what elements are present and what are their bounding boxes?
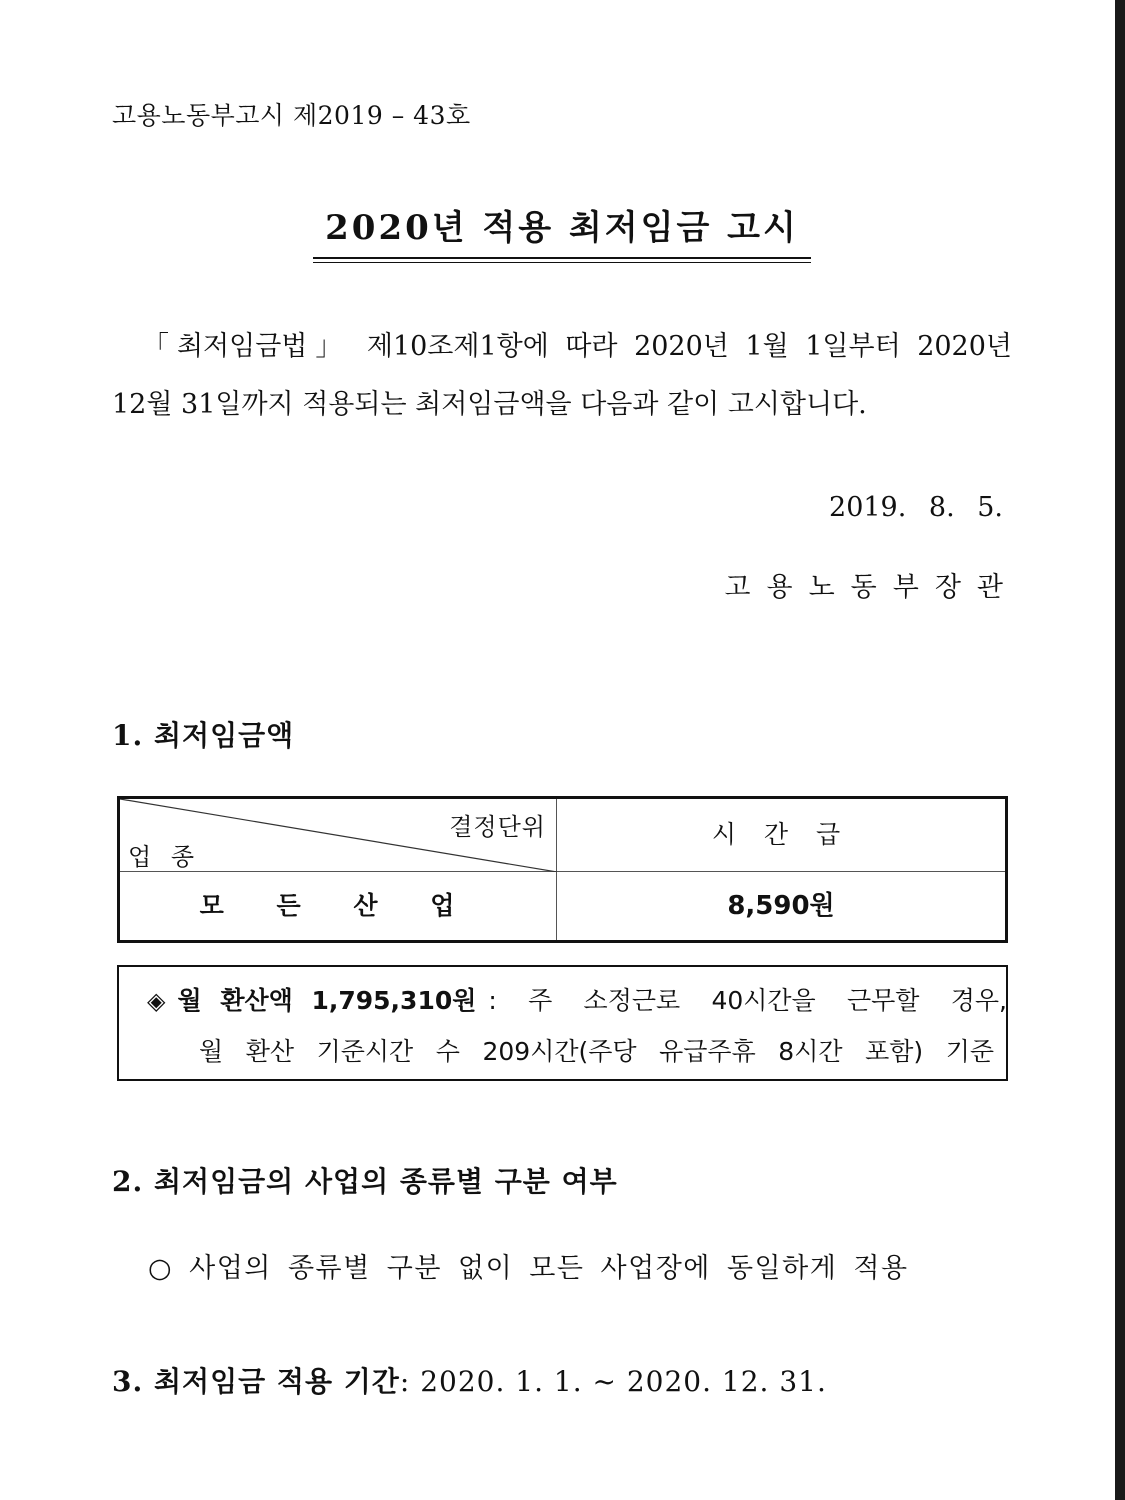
title-underline xyxy=(313,257,811,259)
section-1-heading: 1. 최저임금액 xyxy=(112,719,295,752)
notice-number: 고용노동부고시 제2019 – 43호 xyxy=(112,101,471,130)
section-2-item: ○ 사업의 종류별 구분 없이 모든 사업장에 동일하게 적용 xyxy=(148,1253,909,1284)
section-2-heading: 2. 최저임금의 사업의 종류별 구분 여부 xyxy=(112,1165,618,1198)
issuer: 고용노동부장관 xyxy=(724,572,1019,603)
title-underline-thin xyxy=(313,262,811,263)
header-unit-label: 결정단위 xyxy=(449,813,546,841)
monthly-line-2: 월 환산 기준시간 수 209시간(주당 유급주휴 8시간 포함) 기준 xyxy=(199,1037,994,1066)
table-header-diagonal-cell xyxy=(120,799,557,872)
intro-paragraph xyxy=(112,318,1012,434)
row-hourly-rate: 8,590원 xyxy=(727,891,835,921)
title-block xyxy=(313,205,811,263)
document-title: 2020년 적용 최저임금 고시 xyxy=(325,208,799,248)
header-hourly-label: 시 간 급 xyxy=(557,799,1005,872)
diamond-bullet-icon: ◈ xyxy=(147,987,166,1015)
section-3-period: : 2020. 1. 1. ~ 2020. 12. 31. xyxy=(399,1365,827,1398)
section-3 xyxy=(112,1360,827,1400)
monthly-line-1 xyxy=(147,981,1007,1017)
intro-line-2: 12월 31일까지 적용되는 최저임금액을 다음과 같이 고시합니다. xyxy=(112,389,867,420)
section-3-heading: 3. 최저임금 적용 기간 xyxy=(112,1365,400,1398)
monthly-amount: 월 환산액 1,795,310원 xyxy=(177,986,477,1015)
minimum-wage-table xyxy=(117,796,1008,943)
monthly-equivalent-box xyxy=(117,965,1008,1081)
issue-date: 2019. 8. 5. xyxy=(829,492,1003,523)
row-industry-all: 모 든 산 업 xyxy=(120,872,557,940)
header-industry-label: 업 종 xyxy=(128,843,200,871)
intro-line-1: 「최저임금법」 제10조제1항에 따라 2020년 1월 1일부터 2020년 xyxy=(142,331,1012,362)
monthly-condition: : 주 소정근로 40시간을 근무할 경우, xyxy=(488,986,1007,1015)
